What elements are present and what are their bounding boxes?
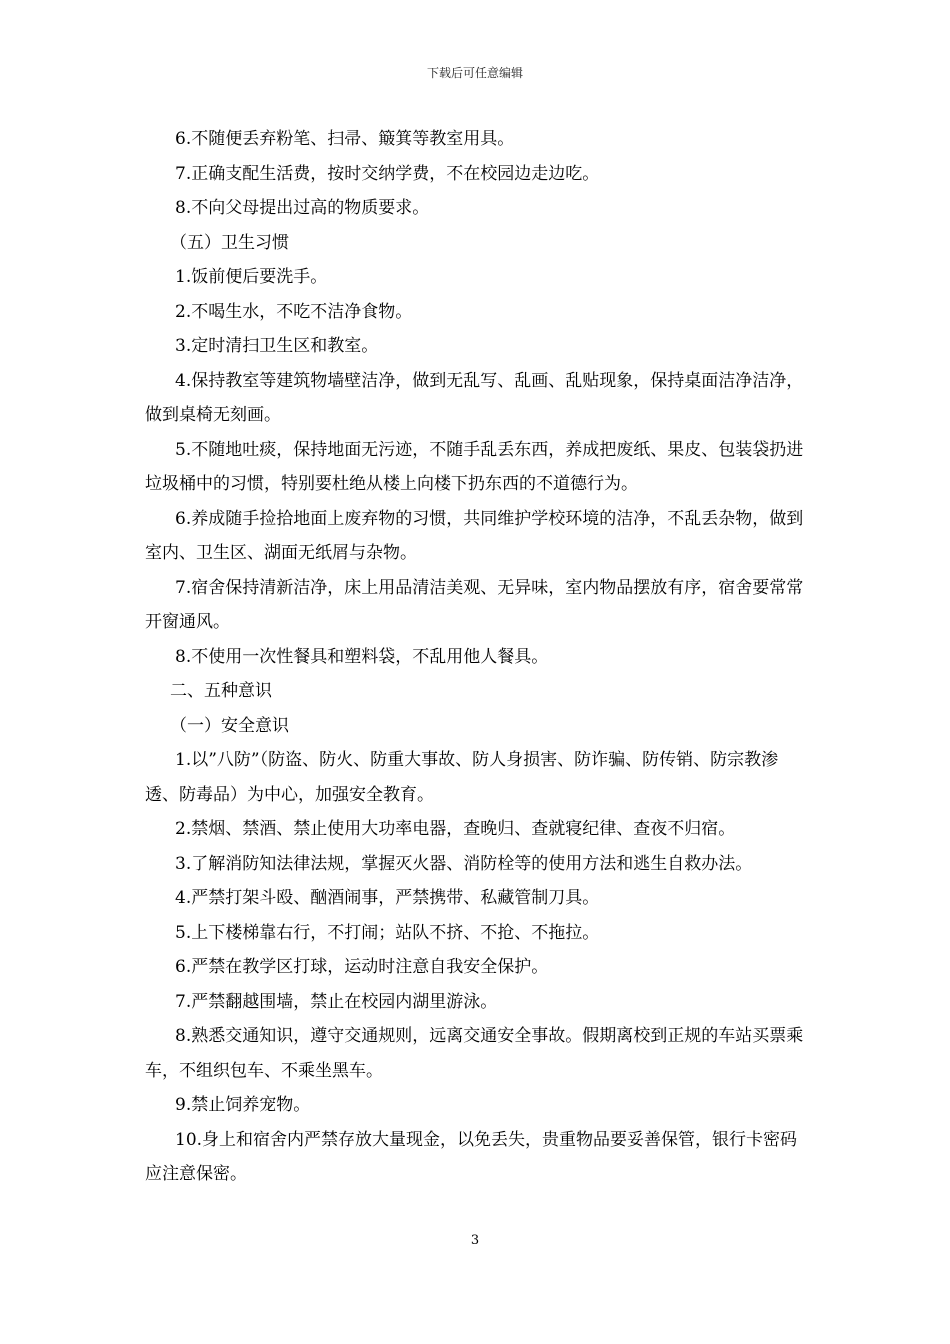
paragraph: 2.不喝生水，不吃不洁净食物。 — [175, 301, 413, 322]
paragraph: 6.严禁在教学区打球，运动时注意自我安全保护。 — [175, 957, 549, 977]
paragraph: 8.熟悉交通知识，遵守交通规则，远离交通安全事故。假期离校到正规的车站买票乘车，不组织包车、不乘坐黑车。 — [145, 1026, 804, 1081]
paragraph: 10.身上和宿舍内严禁存放大量现金，以免丢失，贵重物品要妥善保管，银行卡密码应注意保密。 — [145, 1129, 798, 1184]
paragraph: 4.保持教室等建筑物墙壁洁净，做到无乱写、乱画、乱贴现象，保持桌面洁净洁净，做到桌椅无刻画。 — [145, 370, 804, 425]
paragraph: 7.严禁翻越围墙，禁止在校园内湖里游泳。 — [175, 991, 498, 1012]
page-number: 3 — [470, 1233, 480, 1248]
document-body — [145, 122, 810, 1192]
paragraph: 3.了解消防知法律法规，掌握灭火器、消防栓等的使用方法和逃生自救办法。 — [175, 853, 753, 874]
page-header: 下载后可任意编辑 — [426, 66, 523, 80]
paragraph: 1.以”八防”（防盗、防火、防重大事故、防人身损害、防诈骗、防传销、防宗教渗透、防毒品）为中心，加强安全教育。 — [145, 750, 779, 805]
paragraph: 6.不随便丢弃粉笔、扫帚、簸箕等教室用具。 — [175, 129, 515, 149]
paragraph: 4.严禁打架斗殴、酗酒闹事，严禁携带、私藏管制刀具。 — [175, 888, 600, 908]
paragraph: 9.禁止饲养宠物。 — [175, 1095, 311, 1115]
paragraph: 8.不使用一次性餐具和塑料袋，不乱用他人餐具。 — [175, 646, 549, 667]
paragraph: 5.上下楼梯靠右行，不打闹；站队不挤、不抢、不拖拉。 — [175, 922, 600, 943]
chapter-heading: 二、五种意识 — [170, 681, 272, 701]
paragraph: 2.禁烟、禁酒、禁止使用大功率电器，查晚归、查就寝纪律、查夜不归宿。 — [175, 819, 736, 839]
section-heading: （五）卫生习惯 — [170, 232, 289, 253]
paragraph: 7.正确支配生活费，按时交纳学费，不在校园边走边吃。 — [175, 163, 600, 184]
paragraph: 5.不随地吐痰，保持地面无污迹，不随手乱丢东西，养成把废纸、果皮、包装袋扔进垃圾桶中的习惯，特别要杜绝从楼上向楼下扔东西的不道德行为。 — [145, 439, 804, 494]
paragraph: 8.不向父母提出过高的物质要求。 — [175, 198, 430, 218]
section-heading: （一）安全意识 — [170, 715, 289, 736]
paragraph: 3.定时清扫卫生区和教室。 — [175, 336, 379, 356]
paragraph: 1.饭前便后要洗手。 — [175, 267, 328, 287]
paragraph: 7.宿舍保持清新洁净，床上用品清洁美观、无异味，室内物品摆放有序，宿舍要常常开窗通风。 — [145, 577, 804, 632]
paragraph: 6.养成随手捡拾地面上废弃物的习惯，共同维护学校环境的洁净，不乱丢杂物，做到室内、卫生区、湖面无纸屑与杂物。 — [145, 508, 804, 563]
